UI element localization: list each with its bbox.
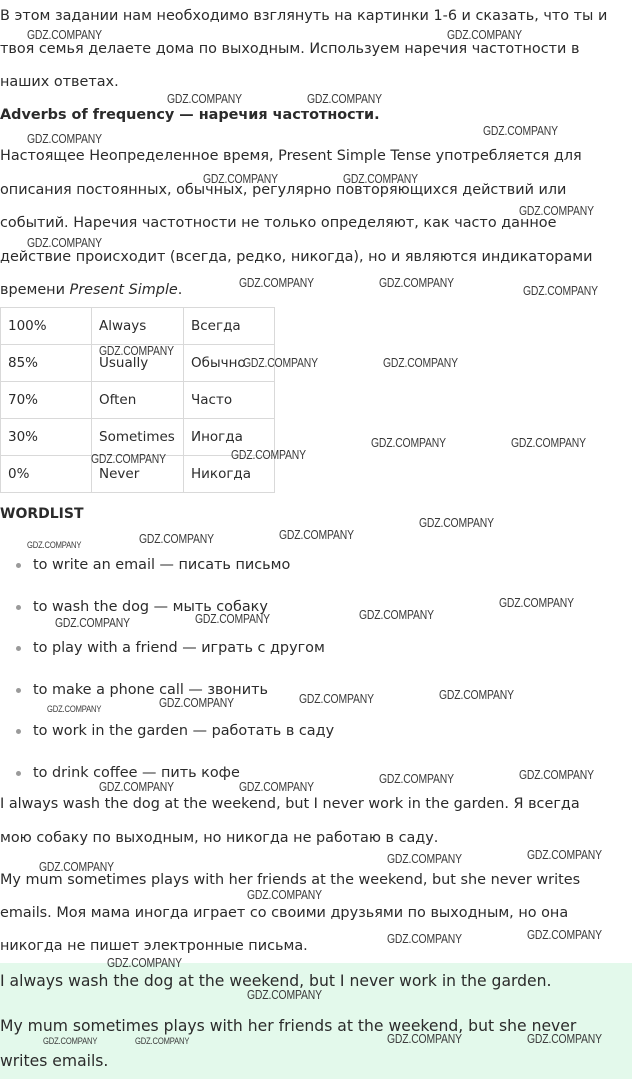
watermark: GDZ.COMPANY	[243, 355, 318, 370]
english-cell: Sometimes	[92, 419, 184, 456]
list-item-text: to play with a friend — играть с другом	[33, 640, 325, 657]
watermark: GDZ.COMPANY	[47, 704, 102, 715]
watermark: GDZ.COMPANY	[247, 887, 322, 902]
watermark: GDZ.COMPANY	[387, 1031, 462, 1046]
watermark: GDZ.COMPANY	[523, 283, 598, 298]
watermark: GDZ.COMPANY	[387, 931, 462, 946]
russian-cell: Часто	[184, 382, 275, 419]
watermark: GDZ.COMPANY	[27, 540, 82, 551]
watermark: GDZ.COMPANY	[279, 527, 354, 542]
watermark: GDZ.COMPANY	[107, 955, 182, 970]
watermark: GDZ.COMPANY	[167, 91, 242, 106]
explanation-line-4: действие происходит (всегда, редко, никогда), но и являются индикаторами	[0, 249, 593, 265]
russian-cell: Всегда	[184, 308, 275, 345]
watermark: GDZ.COMPANY	[519, 767, 594, 782]
watermark: GDZ.COMPANY	[483, 123, 558, 138]
watermark: GDZ.COMPANY	[239, 275, 314, 290]
explanation-line-1: Настоящее Неопределенное время, Present Simple Tense употребляется для	[0, 148, 582, 164]
intro-line-3: наших ответах.	[0, 74, 119, 90]
example-2-line-1: My mum sometimes plays with her friends at the weekend, but she never writes	[0, 872, 581, 888]
list-item	[0, 711, 630, 753]
watermark: GDZ.COMPANY	[27, 235, 102, 250]
example-1-line-1: I always wash the dog at the weekend, but I never work in the garden. Я всегда	[0, 796, 580, 812]
watermark: GDZ.COMPANY	[27, 27, 102, 42]
example-2-line-2: emails. Моя мама иногда играет со своими друзьями по выходным, но она	[0, 905, 569, 921]
watermark: GDZ.COMPANY	[135, 1036, 190, 1047]
list-item	[0, 545, 630, 587]
table-row	[1, 308, 275, 345]
watermark: GDZ.COMPANY	[195, 611, 270, 626]
answer-line-1: I always wash the dog at the weekend, but I never work in the garden.	[0, 972, 552, 990]
percent-cell: 85%	[1, 345, 92, 382]
watermark: GDZ.COMPANY	[247, 987, 322, 1002]
list-item-text: to write an email — писать письмо	[33, 557, 291, 573]
watermark: GDZ.COMPANY	[231, 447, 306, 462]
watermark: GDZ.COMPANY	[359, 607, 434, 622]
watermark: GDZ.COMPANY	[527, 1031, 602, 1046]
watermark: GDZ.COMPANY	[419, 515, 494, 530]
bullet-icon	[16, 771, 21, 776]
answer-line-2: My mum sometimes plays with her friends at the weekend, but she never	[0, 1017, 577, 1035]
watermark: GDZ.COMPANY	[307, 91, 382, 106]
explanation-line-5-prefix: времени	[0, 282, 70, 298]
wordlist-heading: WORDLIST	[0, 506, 84, 522]
example-2-line-3: никогда не пишет электронные письма.	[0, 938, 308, 954]
watermark: GDZ.COMPANY	[527, 927, 602, 942]
explanation-line-5-suffix: .	[177, 282, 183, 298]
list-item-text: to make a phone call — звонить	[33, 681, 268, 698]
percent-cell: 0%	[1, 456, 92, 493]
watermark: GDZ.COMPANY	[371, 435, 446, 450]
watermark: GDZ.COMPANY	[439, 687, 514, 702]
adverbs-heading: Adverbs of frequency — наречия частотности.	[0, 107, 380, 123]
answer-box	[0, 963, 632, 1079]
english-cell: Often	[92, 382, 184, 419]
percent-cell: 70%	[1, 382, 92, 419]
wordlist	[0, 545, 630, 795]
watermark: GDZ.COMPANY	[387, 851, 462, 866]
percent-cell: 100%	[1, 308, 92, 345]
watermark: GDZ.COMPANY	[139, 531, 214, 546]
watermark: GDZ.COMPANY	[527, 847, 602, 862]
watermark: GDZ.COMPANY	[99, 779, 174, 794]
intro-line-2: твоя семья делаете дома по выходным. Используем наречия частотности в	[0, 41, 580, 57]
watermark: GDZ.COMPANY	[447, 27, 522, 42]
table-row	[1, 382, 275, 419]
watermark: GDZ.COMPANY	[43, 1036, 98, 1047]
watermark: GDZ.COMPANY	[159, 695, 234, 710]
watermark: GDZ.COMPANY	[91, 451, 166, 466]
russian-cell: Иногда	[184, 419, 275, 456]
bullet-icon	[16, 688, 21, 693]
bullet-icon	[16, 729, 21, 734]
explanation-line-3: событий. Наречия частотности не только определяют, как часто данное	[0, 215, 557, 231]
percent-cell: 30%	[1, 419, 92, 456]
english-cell: Usually	[92, 345, 184, 382]
present-simple-term: Present Simple	[69, 282, 178, 298]
watermark: GDZ.COMPANY	[511, 435, 586, 450]
watermark: GDZ.COMPANY	[383, 355, 458, 370]
watermark: GDZ.COMPANY	[55, 615, 130, 630]
watermark: GDZ.COMPANY	[239, 779, 314, 794]
russian-cell: Обычно	[184, 345, 275, 382]
bullet-icon	[16, 646, 21, 651]
example-1-line-2: мою собаку по выходным, но никогда не работаю в саду.	[0, 830, 439, 846]
list-item-text: to drink coffee — пить кофе	[33, 764, 240, 781]
russian-cell: Никогда	[184, 456, 275, 493]
list-item-text: to work in the garden — работать в саду	[33, 723, 335, 740]
english-cell: Always	[92, 308, 184, 345]
watermark: GDZ.COMPANY	[299, 691, 374, 706]
english-cell: Never	[92, 456, 184, 493]
watermark: GDZ.COMPANY	[99, 343, 174, 358]
answer-line-3: writes emails.	[0, 1052, 109, 1070]
bullet-icon	[16, 563, 21, 568]
explanation-line-2: описания постоянных, обычных, регулярно повторяющихся действий или	[0, 182, 567, 198]
watermark: GDZ.COMPANY	[27, 131, 102, 146]
intro-line-1: В этом задании нам необходимо взглянуть на картинки 1-6 и сказать, что ты и	[0, 8, 608, 24]
watermark: GDZ.COMPANY	[519, 203, 594, 218]
bullet-icon	[16, 605, 21, 610]
watermark: GDZ.COMPANY	[379, 771, 454, 786]
watermark: GDZ.COMPANY	[203, 171, 278, 186]
list-item	[0, 628, 630, 670]
watermark: GDZ.COMPANY	[499, 595, 574, 610]
list-item-text: to wash the dog — мыть собаку	[33, 598, 268, 615]
watermark: GDZ.COMPANY	[379, 275, 454, 290]
watermark: GDZ.COMPANY	[343, 171, 418, 186]
watermark: GDZ.COMPANY	[39, 859, 114, 874]
